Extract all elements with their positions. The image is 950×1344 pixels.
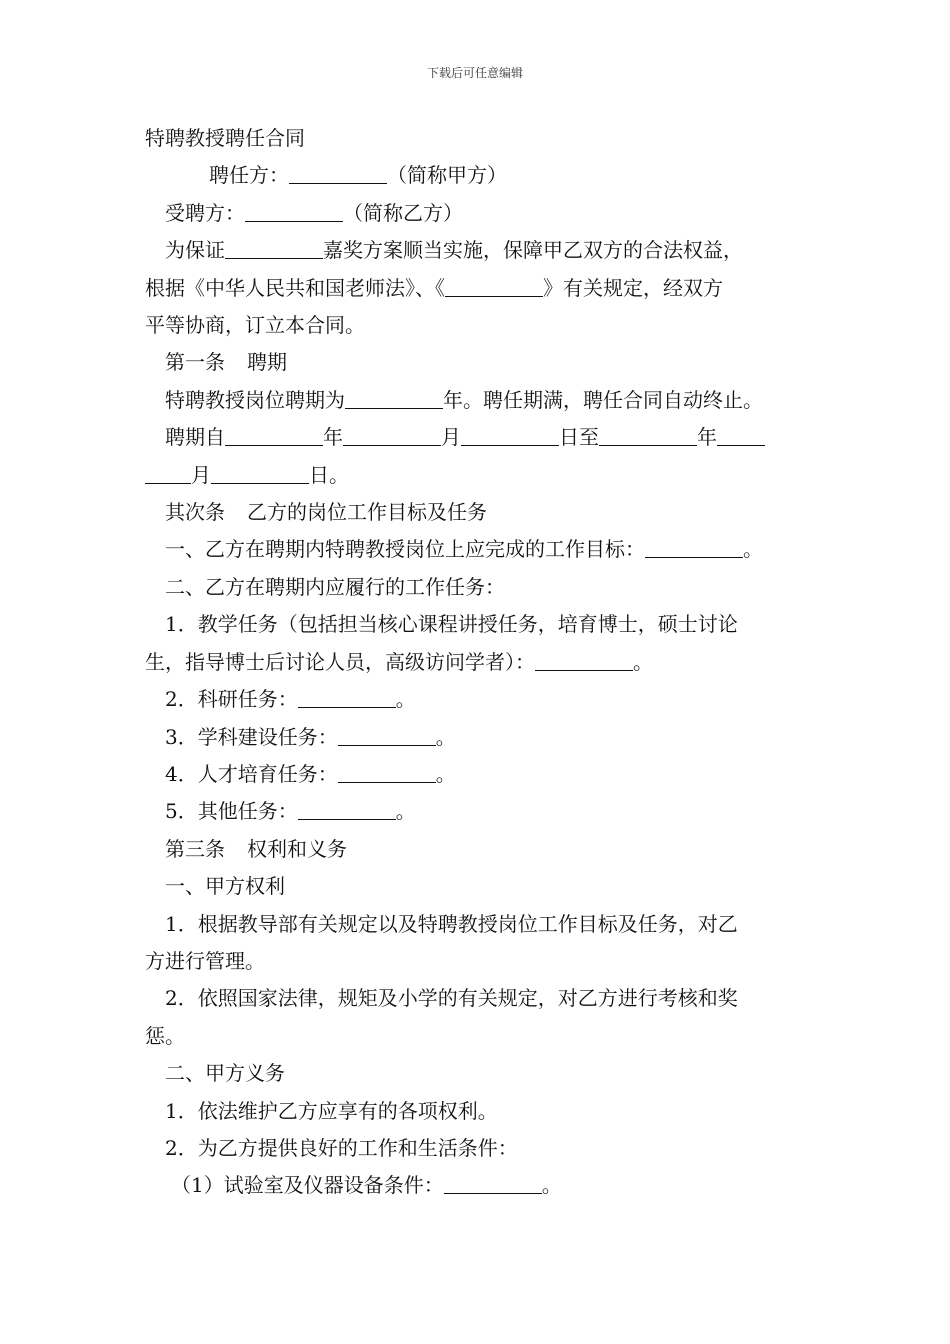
tasks-heading: 二、乙方在聘期内应履行的工作任务： [165,574,505,599]
term-years-blank [345,384,443,409]
duty-1: 1．依法维护乙方应享有的各项权利。 [165,1098,498,1123]
employee-blank [245,197,343,222]
scheme-blank [225,234,323,259]
task-2: 2．科研任务： 。 [145,681,815,718]
intro-line-3: 平等协商，订立本合同。 [145,313,365,338]
task-5: 5．其他任务： 。 [145,793,815,830]
term-dates-line: 聘期自 年 月 日至 年 [145,419,815,456]
duty-2-item-1: （1）试验室及仪器设备条件： 。 [145,1167,815,1204]
article-1-heading: 第一条 聘期 [165,350,287,375]
end-month-blank-part2 [145,459,191,484]
term-dates-line-2: 月 日。 [145,457,815,494]
article-3-heading: 第三条 权利和义务 [165,836,347,861]
task-1-line-2: 生，指导博士后讨论人员，高级访问学者）： 。 [145,644,815,681]
employer-blank [289,159,387,184]
employer-rights-heading: 一、甲方权利 [165,874,285,899]
task-1-line-1: 1．教学任务（包括担当核心课程讲授任务，培育博士，硕士讨论 [165,612,738,637]
lab-equipment-blank [444,1169,542,1194]
contract-title: 特聘教授聘任合同 [145,126,305,150]
employer-duties-heading: 二、甲方义务 [165,1061,285,1086]
right-1-line-2: 方进行管理。 [145,948,265,973]
article-2-heading: 其次条 乙方的岗位工作目标及任务 [165,500,487,525]
task-4: 4．人才培育任务： 。 [145,756,815,793]
right-2-line-2: 惩。 [145,1023,185,1048]
research-blank [298,683,396,708]
duty-2: 2．为乙方提供良好的工作和生活条件： [165,1135,518,1160]
header-note: 下载后可任意编辑 [426,66,523,80]
start-day-blank [461,421,559,446]
start-month-blank [343,421,441,446]
intro-line-1: 为保证 嘉奖方案顺当实施，保障甲乙双方的合法权益， [145,232,815,269]
other-tasks-blank [298,795,396,820]
end-day-blank [211,459,309,484]
end-month-blank-part1 [717,421,765,446]
discipline-blank [338,721,436,746]
employee-line: 受聘方： （简称乙方） [145,195,815,232]
teaching-blank [535,646,633,671]
right-2-line-1: 2．依照国家法律，规矩及小学的有关规定，对乙方进行考核和奖 [165,986,738,1011]
intro-line-2: 根据《中华人民共和国老师法》、《 》有关规定，经双方 [145,270,815,307]
regulation-blank [445,272,543,297]
term-length-line: 特聘教授岗位聘期为 年。聘任期满，聘任合同自动终止。 [145,382,815,419]
goals-blank [645,533,743,558]
talent-blank [338,758,436,783]
end-year-blank [599,421,697,446]
right-1-line-1: 1．根据教导部有关规定以及特聘教授岗位工作目标及任务，对乙 [165,911,738,936]
contract-body [145,120,815,1205]
goals-line: 一、乙方在聘期内特聘教授岗位上应完成的工作目标： 。 [145,531,815,568]
employer-line: 聘任方： （简称甲方） [145,157,815,194]
task-3: 3．学科建设任务： 。 [145,719,815,756]
start-year-blank [225,421,323,446]
